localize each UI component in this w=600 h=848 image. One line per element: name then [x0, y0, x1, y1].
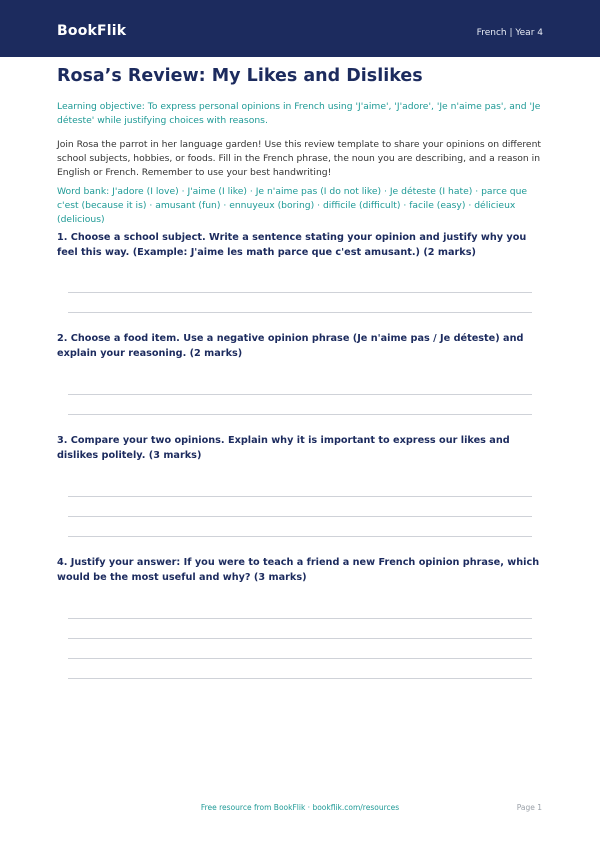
question-3: 3. Compare your two opinions. Explain why it is important to express our likes and dislikes politely. (3 marks): [57, 435, 510, 461]
learning-objective: Learning objective: To express personal opinions in French using 'J'aime', 'J'adore', 'Je n'aime pas', and 'Je déteste' while justifying choices with reasons.: [57, 101, 541, 126]
header-bar: [0, 0, 600, 57]
answer-line[interactable]: [68, 638, 532, 639]
question-1: 1. Choose a school subject. Write a sentence stating your opinion and justify why you feel this way. (Example: J'aime les math parce que c'est amusant.) (2 marks): [57, 232, 527, 258]
answer-line[interactable]: [68, 618, 532, 619]
answer-line[interactable]: [68, 414, 532, 415]
footer-credit: Free resource from BookFlik · bookflik.com/resources: [200, 803, 400, 812]
answer-line[interactable]: [68, 658, 532, 659]
page-number: Page 1: [516, 803, 542, 812]
answer-line[interactable]: [68, 312, 532, 313]
answer-line[interactable]: [68, 292, 532, 293]
brand-logo-text: BookFlik: [57, 23, 127, 39]
answer-line[interactable]: [68, 394, 532, 395]
word-bank: Word bank: J'adore (I love) · J'aime (I like) · Je n'aime pas (I do not like) · Je déteste (I hate) · parce que c'est (because it is) · amusant (fun) · ennuyeux (boring) · difficile (difficult) · facile (easy) · délicieux (delicious): [57, 186, 528, 225]
intro-paragraph: Join Rosa the parrot in her language garden! Use this review template to share your opinions on different school subjects, hobbies, or foods. Fill in the French phrase, the noun you are describing, and a reason in English or French. Remember to use your best handwriting!: [57, 139, 541, 178]
answer-line[interactable]: [68, 678, 532, 679]
answer-line[interactable]: [68, 496, 532, 497]
subject-year-label: French | Year 4: [476, 28, 543, 38]
answer-line[interactable]: [68, 536, 532, 537]
question-2: 2. Choose a food item. Use a negative opinion phrase (Je n'aime pas / Je déteste) and explain your reasoning. (2 marks): [57, 333, 524, 359]
worksheet-title: Rosa’s Review: My Likes and Dislikes: [57, 66, 423, 86]
question-4: 4. Justify your answer: If you were to teach a friend a new French opinion phrase, which would be the most useful and why? (3 marks): [57, 557, 540, 583]
answer-line[interactable]: [68, 516, 532, 517]
